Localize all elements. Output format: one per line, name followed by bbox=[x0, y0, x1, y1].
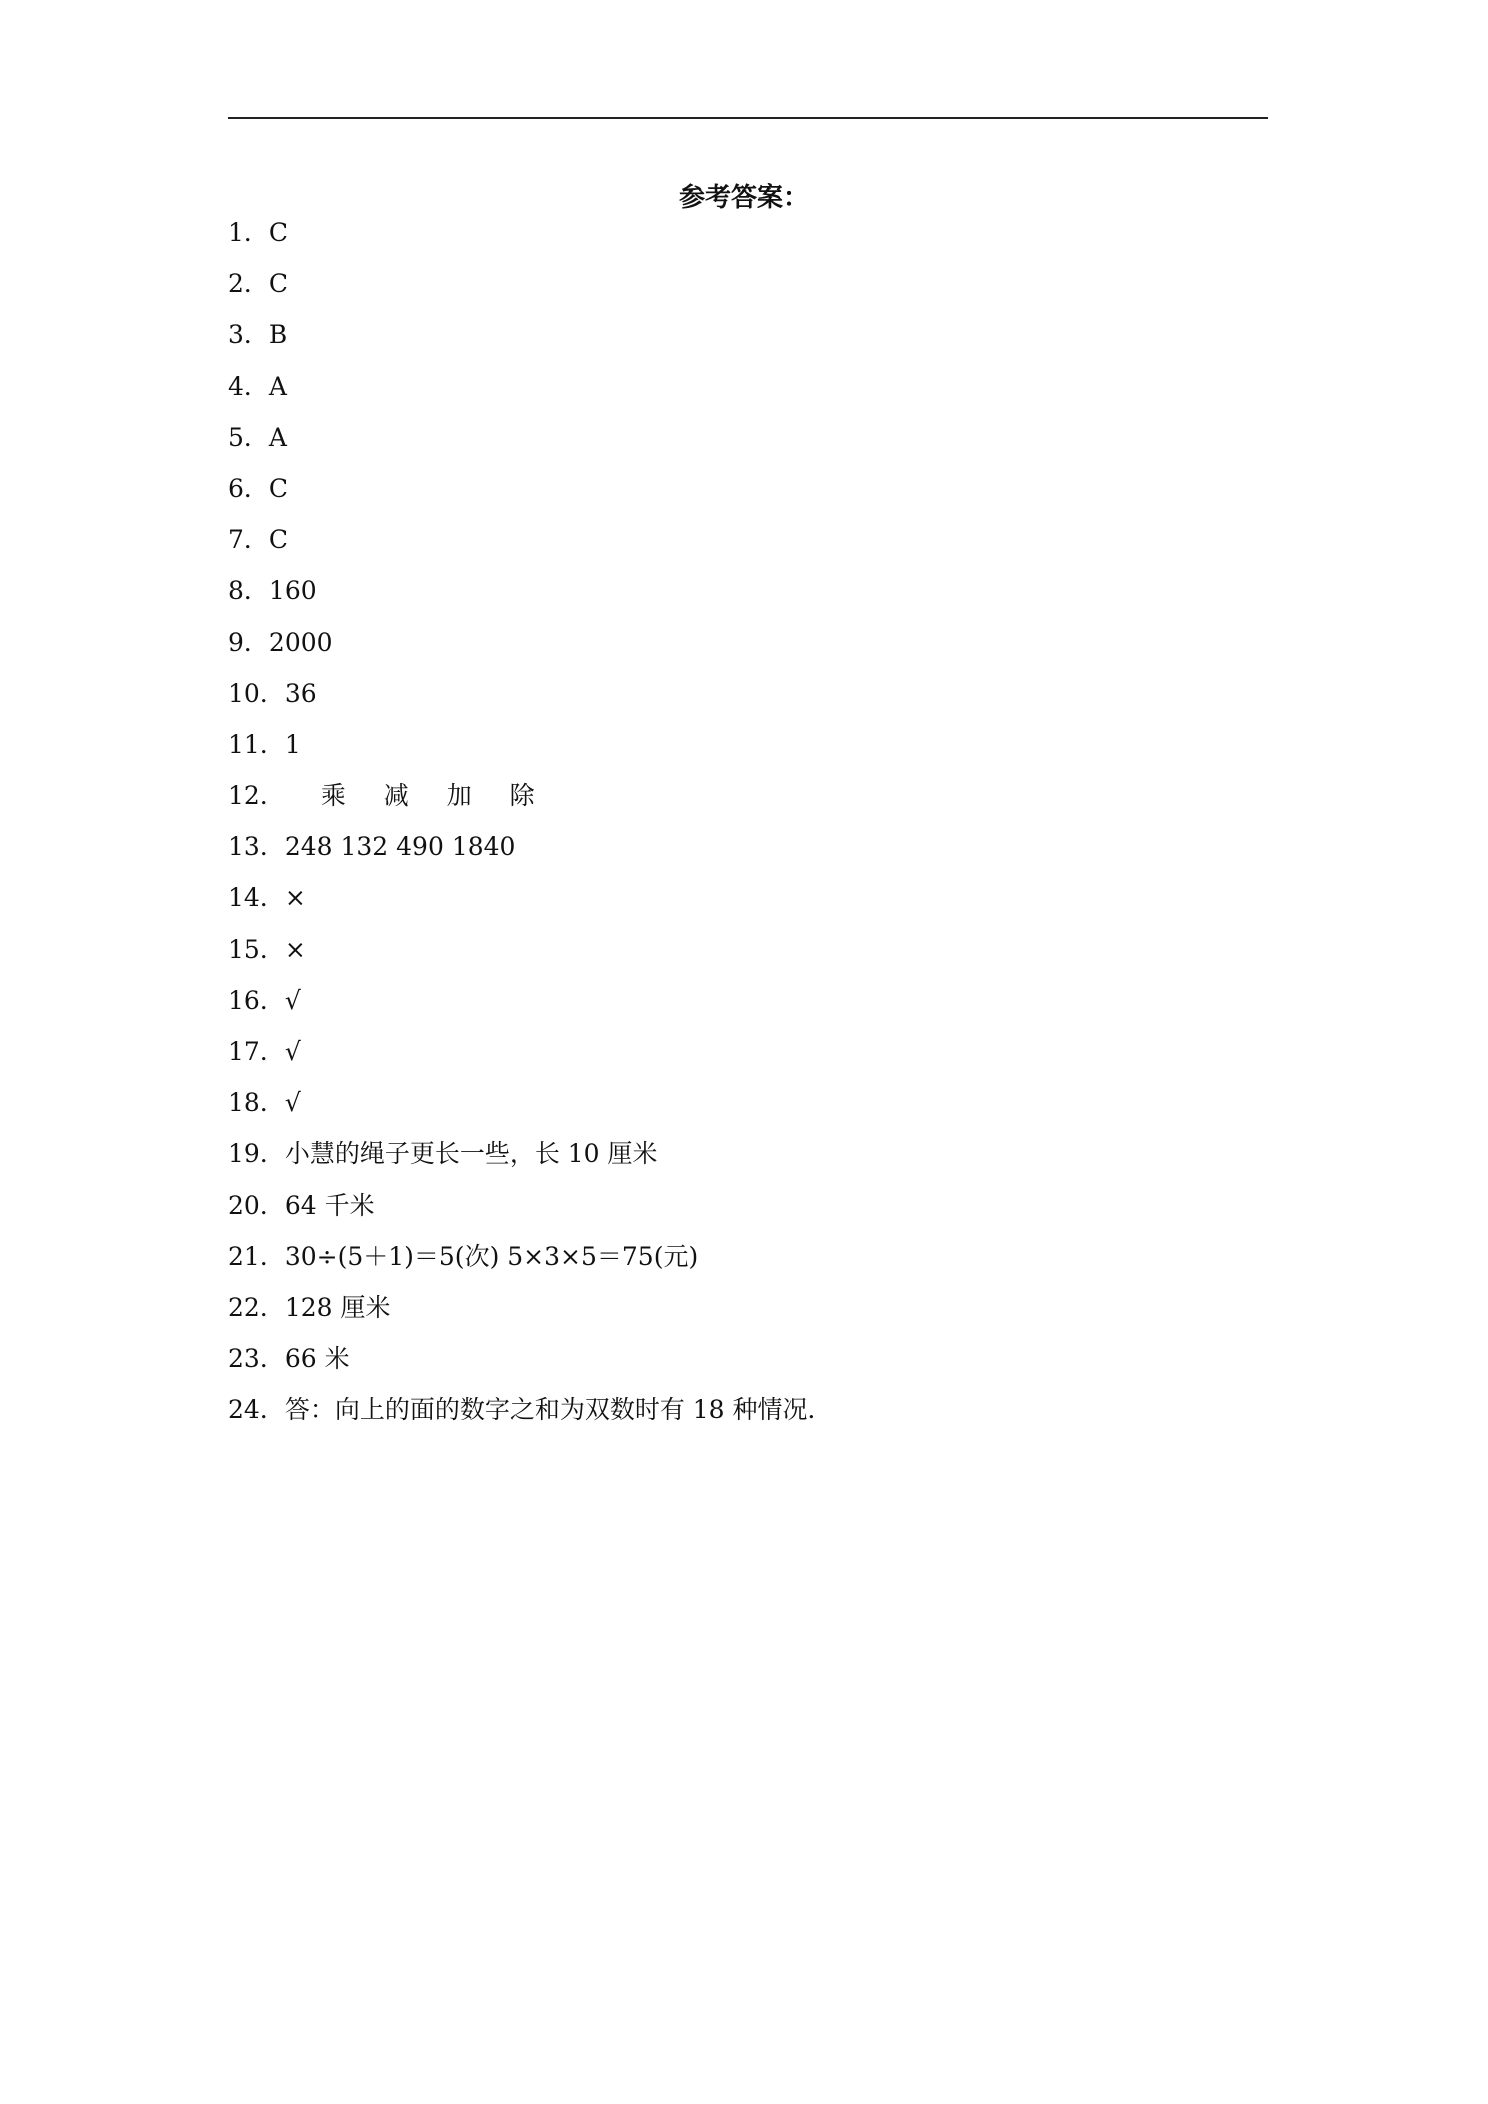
answer-number: 17 bbox=[228, 1037, 260, 1066]
answer-text: A bbox=[268, 371, 287, 401]
answer-separator: ． bbox=[243, 371, 269, 401]
list-item bbox=[228, 1392, 1268, 1443]
list-item bbox=[228, 1136, 1268, 1187]
answer-list bbox=[228, 215, 1268, 1444]
answer-separator: ． bbox=[259, 1241, 285, 1271]
answer-separator: ． bbox=[259, 1395, 285, 1425]
answer-text: 64 千米 bbox=[284, 1190, 375, 1220]
answer-text: √ bbox=[284, 1037, 301, 1066]
list-item bbox=[228, 1239, 1268, 1290]
answer-text: C bbox=[268, 525, 289, 555]
answer-number: 15 bbox=[228, 934, 260, 964]
list-item bbox=[228, 471, 1268, 522]
answer-separator: ． bbox=[259, 678, 285, 708]
answer-separator: ． bbox=[259, 729, 285, 759]
answer-text: √ bbox=[284, 1088, 301, 1118]
answer-separator: ． bbox=[259, 1088, 285, 1118]
answer-number: 5 bbox=[228, 422, 244, 452]
answer-number: 13 bbox=[228, 832, 260, 862]
answer-text: B bbox=[268, 320, 288, 350]
list-item bbox=[228, 1034, 1268, 1085]
list-item bbox=[228, 727, 1268, 778]
header-rule bbox=[228, 117, 1268, 119]
answer-number: 16 bbox=[228, 985, 260, 1015]
answer-number: 10 bbox=[228, 678, 260, 708]
answer-text: C bbox=[268, 473, 289, 503]
list-item bbox=[228, 1085, 1268, 1136]
answer-text: 乘 减 加 除 bbox=[320, 781, 535, 811]
answer-text: C bbox=[268, 218, 289, 247]
answer-separator: ． bbox=[243, 576, 269, 606]
answer-text: 30÷(5＋1)＝5(次) 5×3×5＝75(元) bbox=[284, 1241, 699, 1271]
answer-number: 23 bbox=[228, 1344, 260, 1374]
answer-text: × bbox=[284, 934, 306, 964]
list-item bbox=[228, 778, 1268, 829]
answer-number: 3 bbox=[228, 320, 244, 350]
answer-text: 答：向上的面的数字之和为双数时有 18 种情况． bbox=[284, 1395, 833, 1425]
list-item bbox=[228, 522, 1268, 573]
list-item bbox=[228, 625, 1268, 676]
answer-separator: ． bbox=[259, 934, 285, 964]
answer-text: 36 bbox=[284, 678, 317, 708]
answer-number: 6 bbox=[228, 473, 244, 503]
answer-separator: ． bbox=[243, 218, 269, 247]
answer-separator: ． bbox=[259, 1037, 285, 1066]
list-item bbox=[228, 215, 1268, 266]
list-item bbox=[228, 1290, 1268, 1341]
answer-text: 248 132 490 1840 bbox=[284, 832, 516, 862]
answer-separator: ． bbox=[243, 422, 269, 452]
answer-number: 21 bbox=[228, 1241, 260, 1271]
list-item bbox=[228, 829, 1268, 880]
list-item bbox=[228, 573, 1268, 624]
list-item bbox=[228, 317, 1268, 368]
answer-text: × bbox=[284, 883, 306, 913]
answer-text: 2000 bbox=[268, 627, 333, 657]
answer-separator: ． bbox=[243, 473, 269, 503]
answer-text: C bbox=[268, 269, 289, 299]
answer-number: 22 bbox=[228, 1292, 260, 1322]
answer-number: 24 bbox=[228, 1395, 260, 1425]
list-item bbox=[228, 676, 1268, 727]
list-item bbox=[228, 1188, 1268, 1239]
answer-number: 14 bbox=[228, 883, 260, 913]
answer-number: 7 bbox=[228, 525, 244, 555]
answer-number: 20 bbox=[228, 1190, 260, 1220]
answer-separator: ． bbox=[259, 1190, 285, 1220]
answer-separator: ． bbox=[259, 1139, 285, 1169]
answer-separator: ． bbox=[243, 627, 269, 657]
answer-number: 9 bbox=[228, 627, 244, 657]
answer-separator: ． bbox=[259, 832, 285, 862]
list-item bbox=[228, 369, 1268, 420]
answer-text: 1 bbox=[284, 729, 301, 759]
answer-separator: ． bbox=[259, 1344, 285, 1374]
answer-number: 8 bbox=[228, 576, 244, 606]
answer-number: 18 bbox=[228, 1088, 260, 1118]
list-item bbox=[228, 420, 1268, 471]
answer-text: 128 厘米 bbox=[284, 1292, 391, 1322]
answer-number: 1 bbox=[228, 218, 244, 247]
answer-number: 2 bbox=[228, 269, 244, 299]
list-item bbox=[228, 1341, 1268, 1392]
page-title: 参考答案： bbox=[678, 183, 809, 213]
answer-number: 12 bbox=[228, 781, 260, 811]
answer-separator: ． bbox=[243, 269, 269, 299]
answer-separator: ． bbox=[259, 985, 285, 1015]
answer-text: 小慧的绳子更长一些，长 10 厘米 bbox=[284, 1139, 658, 1169]
list-item bbox=[228, 932, 1268, 983]
list-item bbox=[228, 983, 1268, 1034]
answer-text: A bbox=[268, 422, 287, 452]
answer-number: 11 bbox=[228, 729, 260, 759]
answer-separator: ． bbox=[259, 1292, 285, 1322]
answer-text: √ bbox=[284, 985, 301, 1015]
answer-number: 19 bbox=[228, 1139, 260, 1169]
answer-text: 160 bbox=[268, 576, 317, 606]
answer-number: 4 bbox=[228, 371, 244, 401]
list-item bbox=[228, 266, 1268, 317]
answer-separator: ． bbox=[259, 883, 285, 913]
answer-separator: ． bbox=[259, 781, 285, 811]
answer-separator: ． bbox=[243, 320, 269, 350]
answer-separator: ． bbox=[243, 525, 269, 555]
answer-text: 66 米 bbox=[284, 1344, 350, 1374]
list-item bbox=[228, 880, 1268, 931]
